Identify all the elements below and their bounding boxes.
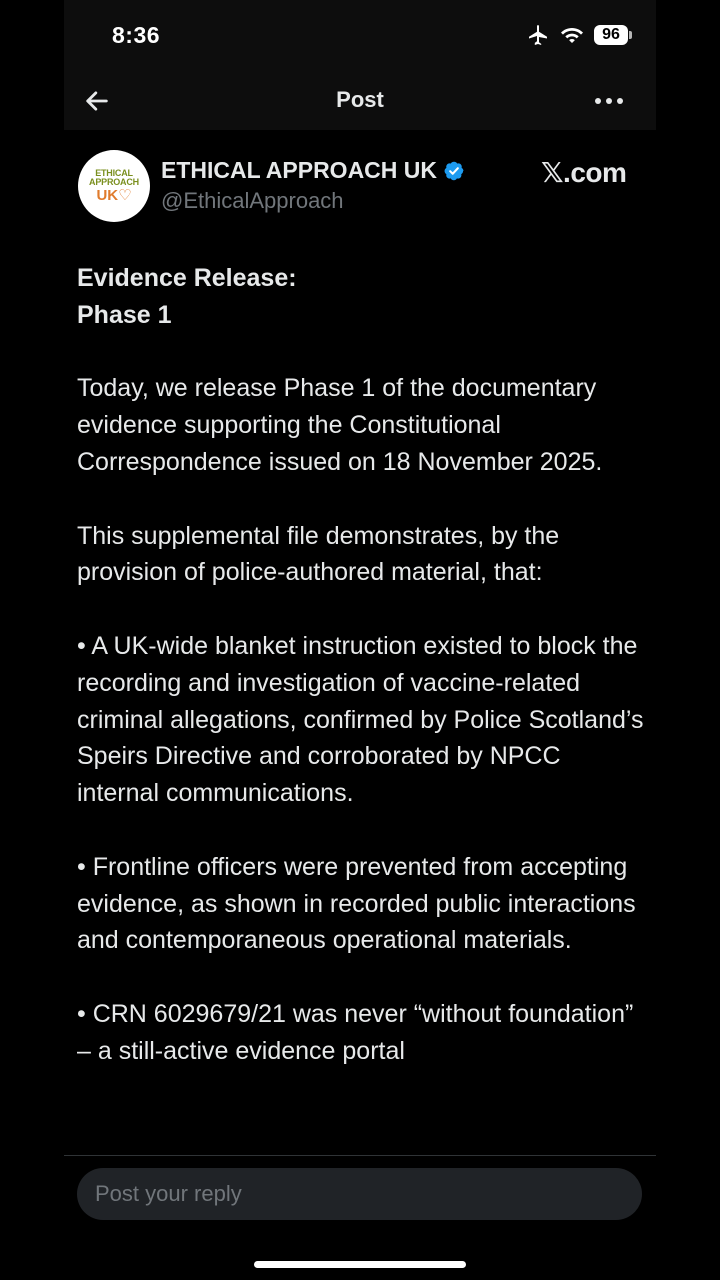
post-paragraph: • A UK-wide blanket instruction existed to block the recording and investigation of vaccine-related criminal allegations, confirmed by Police Scotland’s Speirs Directive and corroborated by NPCC internal communications. (77, 631, 644, 808)
reply-input[interactable] (77, 1168, 642, 1220)
post-heading-line: Phase 1 (77, 300, 172, 329)
more-horizontal-icon (594, 97, 624, 105)
composer-divider (64, 1155, 656, 1156)
airplane-icon (526, 23, 550, 47)
avatar-logo-text: APPROACH (89, 177, 139, 187)
x-brand-logo: 𝕏.com (541, 157, 627, 188)
avatar-logo-text: ETHICAL (95, 168, 133, 178)
status-icons (526, 22, 632, 48)
avatar-logo-text: UK♡ (96, 187, 132, 204)
post-paragraph: Today, we release Phase 1 of the documentary evidence supporting the Constitutional Correspondence issued on 18 November 2025. (77, 374, 603, 476)
post-paragraph: • Frontline officers were prevented from accepting evidence, as shown in recorded public interactions and contemporaneous operational materials. (77, 852, 636, 955)
post-paragraph: • CRN 6029679/21 was never “without foundation” – a still-active evidence portal (77, 999, 634, 1065)
battery-level: 96 (594, 25, 628, 45)
verified-badge-icon (443, 160, 465, 182)
post-header (64, 70, 656, 130)
home-indicator[interactable] (254, 1261, 466, 1268)
author-name[interactable] (161, 157, 465, 184)
page-title: Post (336, 87, 384, 112)
more-options-button[interactable] (592, 86, 626, 116)
battery-icon (594, 25, 632, 45)
wifi-icon (560, 25, 584, 45)
post-paragraph: This supplemental file demonstrates, by the provision of police-authored material, that: (77, 521, 560, 587)
status-time: 8:36 (112, 22, 161, 48)
post-text (77, 260, 649, 1155)
post-heading (77, 260, 649, 334)
battery-tip (629, 31, 632, 39)
author-handle[interactable]: @EthicalApproach (161, 188, 344, 213)
post-heading-line: Evidence Release: (77, 264, 297, 292)
author-name-text: ETHICAL APPROACH UK (161, 157, 438, 183)
avatar[interactable] (78, 150, 150, 222)
